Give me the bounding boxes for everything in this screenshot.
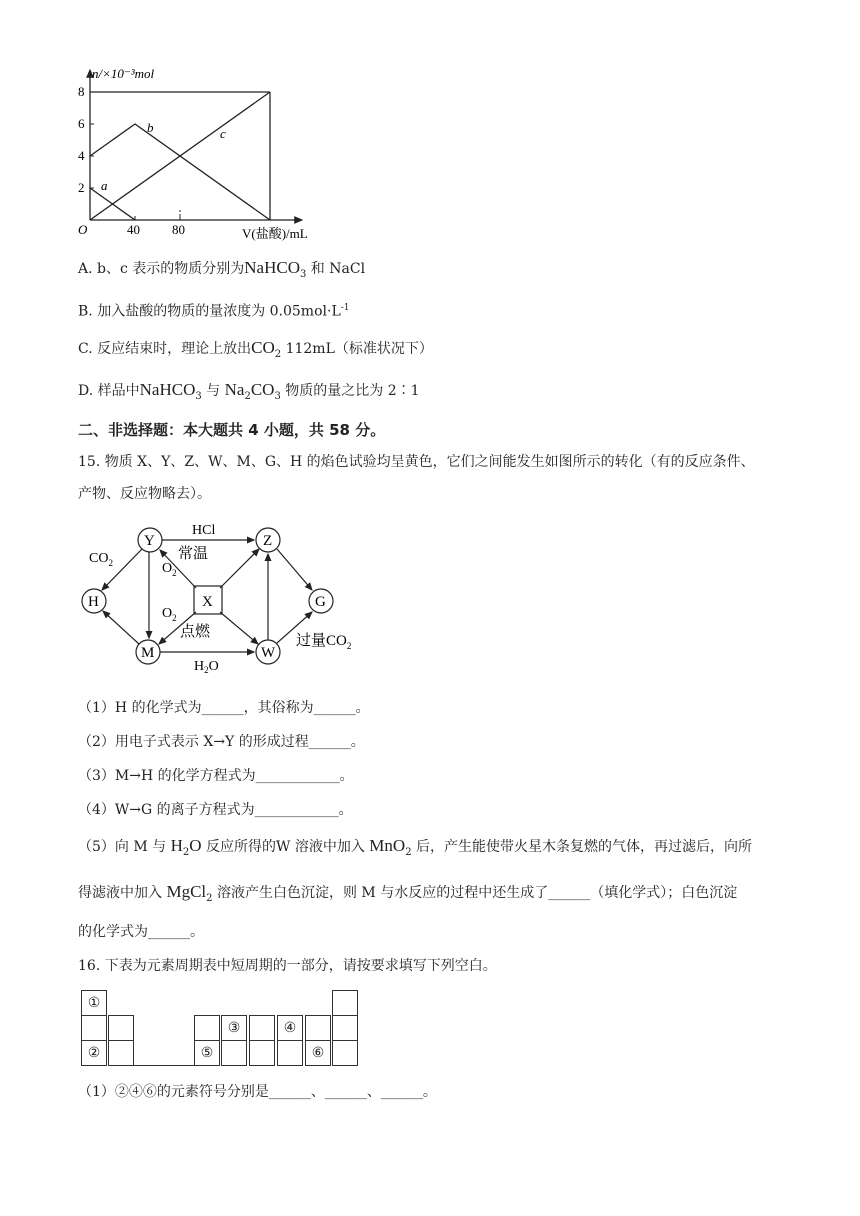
pt-cell [81,1015,107,1041]
x-tick-40: 40 [127,222,140,237]
label-co2-left: $CO_2$ [89,551,113,568]
label-hcl: HCl [192,523,216,538]
q15-sub5-line2: 得滤液中加入 MgCl$_2$ 溶液产生白色沉淀，则 M 与水反应的过程中还生成了______（填化学式）；白色沉淀 [78,882,738,904]
label-guoliang-co2: 过量$CO_2$ [296,633,352,651]
q15-sub3: （3）M→H 的化学方程式为____________。 [78,768,354,784]
x-axis-label: V(盐酸)/mL [242,226,308,241]
pt-cell-1: ① [81,990,107,1016]
option-b: B. 加入盐酸的物质的量浓度为 $0.05mol\cdot L^{-1}$ [78,303,350,320]
pt-cell-2: ② [81,1040,107,1066]
pt-cell [194,1015,220,1041]
label-o2-top: $O_2$ [162,561,177,578]
pt-cell [221,1040,247,1066]
y-tick-2: 2 [78,180,85,195]
pt-cell-3: ③ [221,1015,247,1041]
svg-text:W: W [261,645,276,661]
label-changwen: 常温 [178,546,209,562]
pt-cell [108,1015,134,1041]
label-h2o: $H_2O$ [194,659,219,673]
option-a: A. b、c 表示的物质分别为NaHCO$_3$ 和 NaCl [78,258,366,280]
curve-label-c: c [220,126,226,141]
pt-cell [108,1040,134,1066]
y-tick-4: 4 [78,148,85,163]
pt-cell [332,990,358,1016]
pt-cell-4: ④ [277,1015,303,1041]
pt-cell [305,1015,331,1041]
q15-sub4: （4）W→G 的离子方程式为____________。 [78,802,353,818]
arrow-x-w [220,612,258,644]
pt-cell [332,1015,358,1041]
svg-text:Y: Y [144,533,155,549]
svg-text:X: X [202,594,213,610]
y-axis-label: n/×10⁻³mol [92,66,155,81]
origin-label: O [78,222,88,237]
curve-b [90,124,270,220]
pt-gap-line [134,1065,194,1066]
q15-intro-1: 15. 物质 X、Y、Z、W、M、G、H 的焰色试验均呈黄色，它们之间能发生如图所示的转化（有的反应条件、 [78,454,755,470]
x-tick-80: 80 [172,222,185,237]
svg-text:G: G [315,594,326,610]
pt-cell [332,1040,358,1066]
section-heading: 二、非选择题：本大题共 4 小题，共 58 分。 [78,421,386,439]
q16-sub1: （1）②④⑥的元素符号分别是______、______、______。 [78,1084,437,1100]
svg-text:M: M [141,645,155,661]
q16-intro: 16. 下表为元素周期表中短周期的一部分，请按要求填写下列空白。 [78,958,497,974]
label-o2-bottom: $O_2$ [162,606,177,623]
pt-cell [277,1040,303,1066]
q15-intro-2: 产物、反应物略去）。 [78,486,211,502]
svg-text:Z: Z [263,533,273,549]
arrow-z-g [277,549,312,590]
option-d: D. 样品中NaHCO$_3$ 与 $Na_2CO_3$ 物质的量之比为 2∶1 [78,380,420,402]
conversion-diagram [80,518,380,673]
y-tick-6: 6 [78,116,85,131]
q15-sub5-line3: 的化学式为______。 [78,924,204,940]
option-c: C. 反应结束时，理论上放出$CO_2$ 112mL（标准状况下） [78,338,433,360]
pt-cell-6: ⑥ [305,1040,331,1066]
pt-cell-5: ⑤ [194,1040,220,1066]
q15-sub2: （2）用电子式表示 X→Y 的形成过程______。 [78,734,365,750]
label-dianran: 点燃 [180,624,211,640]
q15-sub1: （1）H 的化学式为______，其俗称为______。 [78,700,370,716]
q15-sub5-line1: （5）向 M 与 $H_2O$ 反应所得的W 溶液中加入 MnO$_2$ 后，产生能使带火星木条复燃的气体，再过滤后，向所 [78,836,753,858]
curve-label-b: b [147,120,154,135]
pt-cell [249,1040,275,1066]
curve-label-a: a [101,178,108,193]
mol-volume-graph [70,60,370,245]
pt-cell [249,1015,275,1041]
y-tick-8: 8 [78,84,85,99]
arrow-x-z [220,549,259,588]
svg-text:H: H [88,594,99,610]
arrow-m-h [103,611,139,644]
